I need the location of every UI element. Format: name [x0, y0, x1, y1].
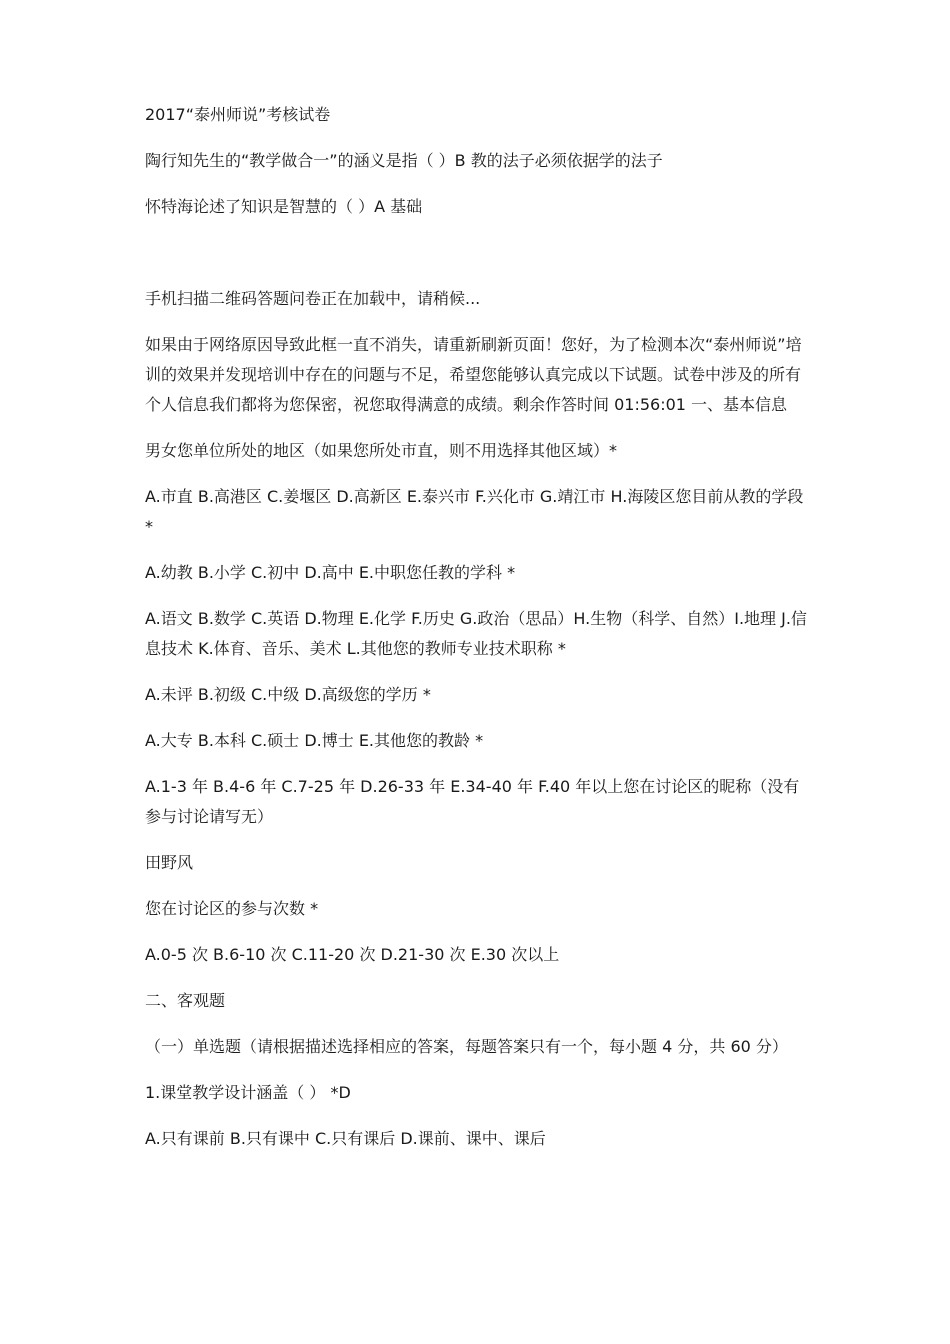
options-subject: A.语文 B.数学 C.英语 D.物理 E.化学 F.历史 G.政治（思品）H.生物（科学、自然）I.地理 J.信息技术 K.体育、音乐、美术 L.其他您的教师专业技术职称 *	[145, 609, 807, 658]
options-participation: A.0-5 次 B.6-10 次 C.11-20 次 D.21-30 次 E.30 次以上	[145, 945, 560, 964]
question-tao-xingzhi: 陶行知先生的“教学做合一”的涵义是指（ ）B 教的法子必须依据学的法子	[145, 151, 663, 170]
question-participation: 您在讨论区的参与次数 *	[145, 899, 319, 918]
options-stage: A.幼教 B.小学 C.初中 D.高中 E.中职您任教的学科 *	[145, 563, 516, 582]
question-whitehead: 怀特海论述了知识是智慧的（ ）A 基础	[145, 197, 423, 216]
single-choice-instructions: （一）单选题（请根据描述选择相应的答案，每题答案只有一个，每小题 4 分，共 60 分）	[145, 1037, 788, 1056]
document-body	[145, 100, 810, 1170]
question-1: 1.课堂教学设计涵盖（ ） *D	[145, 1083, 351, 1102]
options-title: A.未评 B.初级 C.中级 D.高级您的学历 *	[145, 685, 431, 704]
nickname-answer: 田野风	[145, 853, 194, 872]
section-heading-objective: 二、客观题	[145, 991, 226, 1010]
blank-gap	[145, 238, 810, 284]
intro-paragraph: 如果由于网络原因导致此框一直不消失，请重新刷新页面！您好，为了检测本次“泰州师说”培训的效果并发现培训中存在的问题与不足，希望您能够认真完成以下试题。试卷中涉及的所有个人信息我们都将为您保密，祝您取得满意的成绩。剩余作答时间 01:56:01 一、基本信息	[145, 335, 802, 414]
options-teaching-years: A.1-3 年 B.4-6 年 C.7-25 年 D.26-33 年 E.34-40 年 F.40 年以上您在讨论区的昵称（没有参与讨论请写无）	[145, 777, 800, 826]
options-question-1: A.只有课前 B.只有课中 C.只有课后 D.课前、课中、课后	[145, 1129, 546, 1148]
options-education: A.大专 B.本科 C.硕士 D.博士 E.其他您的教龄 *	[145, 731, 484, 750]
loading-notice: 手机扫描二维码答题问卷正在加载中，请稍候...	[145, 289, 481, 308]
exam-title: 2017“泰州师说”考核试卷	[145, 105, 331, 124]
question-region: 男女您单位所处的地区（如果您所处市直，则不用选择其他区域）*	[145, 441, 618, 460]
options-region: A.市直 B.高港区 C.姜堰区 D.高新区 E.泰兴市 F.兴化市 G.靖江市 H.海陵区您目前从教的学段 *	[145, 487, 804, 536]
